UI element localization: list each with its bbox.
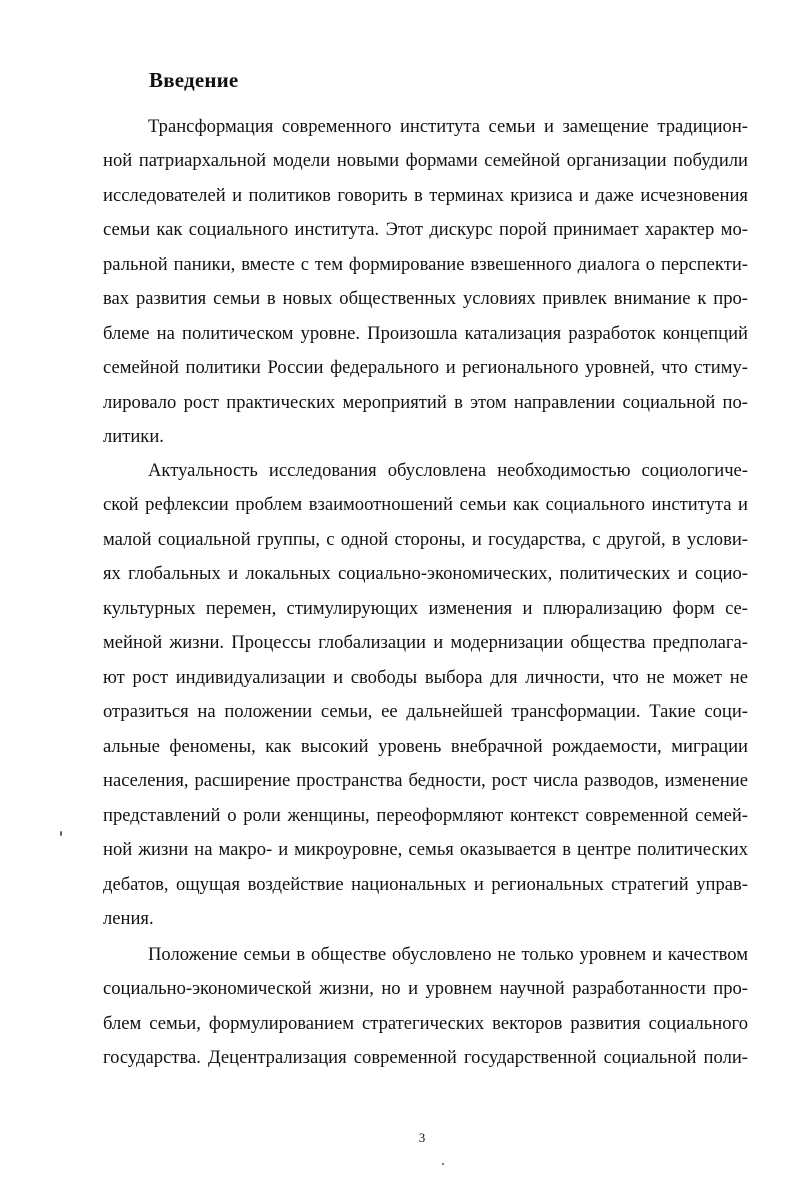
text-line: исследователей и политиков говорить в терминах кризиса и даже исчезновения	[103, 185, 748, 206]
text-line: ральной паники, вместе с тем формирование взвешенного диалога о перспекти-	[103, 254, 748, 275]
text-line: мейной жизни. Процессы глобализации и модернизации общества предполага-	[103, 632, 748, 653]
text-line: государства. Децентрализация современной государственной социальной поли-	[103, 1047, 748, 1068]
text-line: ной патриархальной модели новыми формами семейной организации побудили	[103, 150, 748, 171]
text-line: Трансформация современного института семьи и замещение традицион-	[148, 116, 748, 137]
text-line: ской рефлексии проблем взаимоотношений семьи как социального института и	[103, 494, 748, 515]
text-line: семейной политики России федерального и регионального уровней, что стиму-	[103, 357, 748, 378]
text-line: отразиться на положении семьи, ее дальнейшей трансформации. Такие соци-	[103, 701, 748, 722]
text-line: блеме на политическом уровне. Произошла катализация разработок концепций	[103, 323, 748, 344]
text-line: населения, расширение пространства бедности, рост числа разводов, изменение	[103, 770, 748, 791]
text-line: представлений о роли женщины, переоформляют контекст современной семей-	[103, 805, 748, 826]
text-line: блем семьи, формулированием стратегических векторов развития социального	[103, 1013, 748, 1034]
text-line: Актуальность исследования обусловлена необходимостью социологиче-	[148, 460, 748, 481]
text-line: ной жизни на макро- и микроуровне, семья оказывается в центре политических	[103, 839, 748, 860]
text-line: литики.	[103, 426, 164, 447]
scan-speck	[442, 1163, 444, 1165]
text-line: ях глобальных и локальных социально-экономических, политических и социо-	[103, 563, 748, 584]
text-line: лировало рост практических мероприятий в этом направлении социальной по-	[103, 392, 748, 413]
text-line: вах развития семьи в новых общественных условиях привлек внимание к про-	[103, 288, 748, 309]
text-line: дебатов, ощущая воздействие национальных и региональных стратегий управ-	[103, 874, 748, 895]
text-line: культурных перемен, стимулирующих изменения и плюрализацию форм се-	[103, 598, 748, 619]
text-line: ления.	[103, 908, 154, 929]
text-line: ют рост индивидуализации и свободы выбора для личности, что не может не	[103, 667, 748, 688]
page-number: 3	[418, 1130, 426, 1145]
text-line: семьи как социального института. Этот дискурс порой принимает характер мо-	[103, 219, 748, 240]
section-heading: Введение	[149, 68, 239, 92]
text-line: альные феномены, как высокий уровень внебрачной рождаемости, миграции	[103, 736, 748, 757]
text-line: Положение семьи в обществе обусловлено не только уровнем и качеством	[148, 944, 748, 965]
text-line: малой социальной группы, с одной стороны, и государства, с другой, в услови-	[103, 529, 748, 550]
text-line: социально-экономической жизни, но и уровнем научной разработанности про-	[103, 978, 748, 999]
scan-speck	[60, 831, 62, 836]
